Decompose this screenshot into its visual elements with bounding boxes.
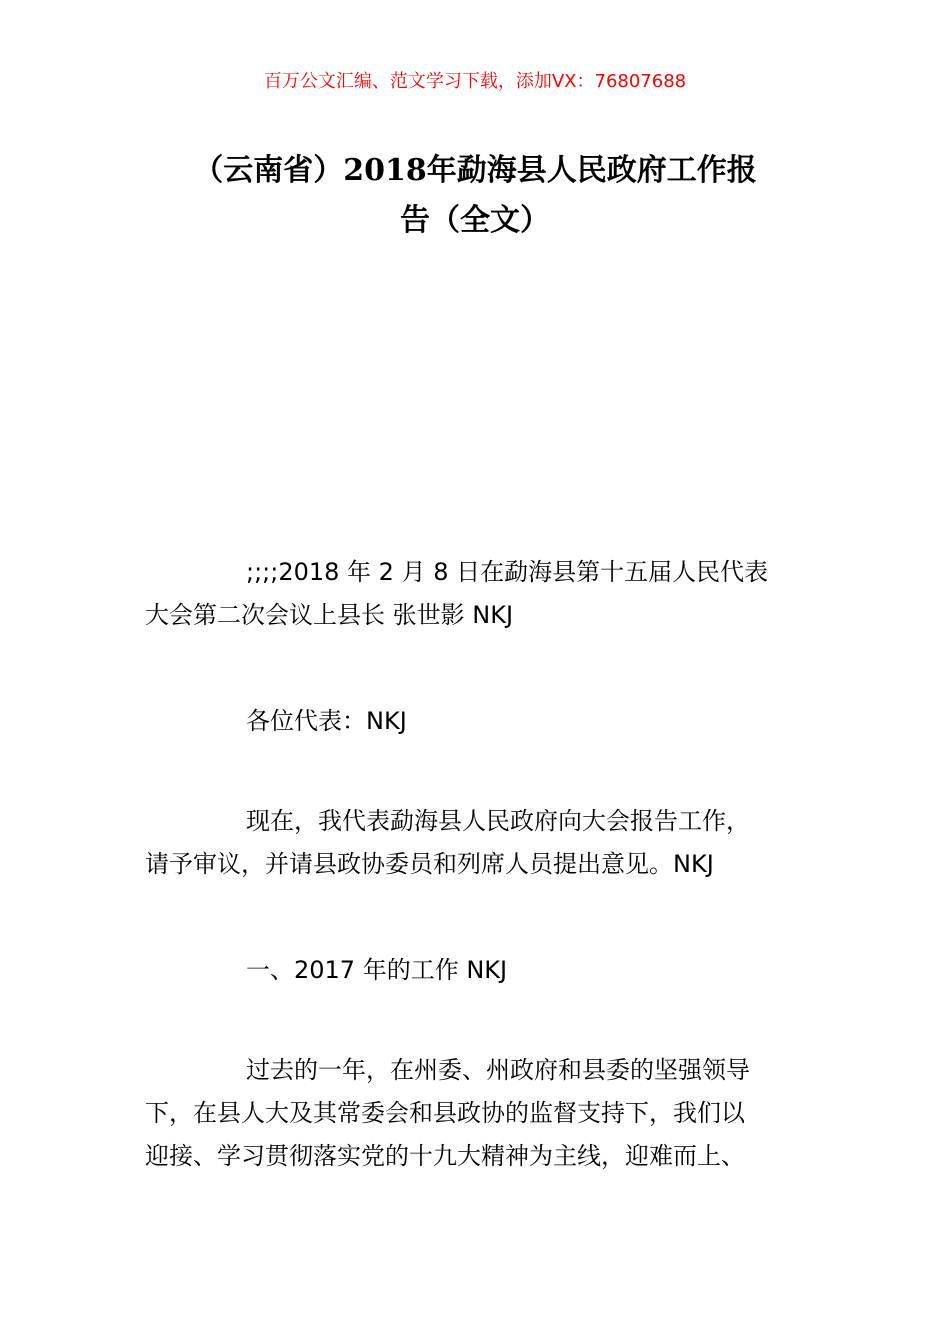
paragraph-line: 过去的一年，在州委、州政府和县委的坚强领导	[246, 1056, 750, 1084]
paragraph-line: 现在，我代表勐海县人民政府向大会报告工作，	[246, 807, 750, 835]
paragraph-introduction	[145, 800, 810, 886]
paragraph-line: 请予审议，并请县政协委员和列席人员提出意见。NKJ	[145, 850, 714, 878]
paragraph-line: 下，在县人大及其常委会和县政协的监督支持下，我们以	[145, 1099, 745, 1127]
paragraph-line: 各位代表：NKJ	[246, 707, 407, 735]
paragraph-body	[145, 1049, 810, 1178]
document-title-line-1: （云南省）2018年勐海县人民政府工作报	[193, 153, 757, 188]
header-watermark-note: 百万公文汇编、范文学习下载，添加VX：76807688	[263, 71, 687, 92]
paragraph-line: 迎接、学习贯彻落实党的十九大精神为主线，迎难而上、	[145, 1142, 745, 1170]
paragraph-line: 一、2017 年的工作 NKJ	[246, 956, 508, 984]
paragraph-meeting-info	[145, 551, 810, 637]
section-heading	[145, 949, 810, 992]
paragraph-line: ;;;;2018 年 2 月 8 日在勐海县第十五届人民代表	[246, 558, 769, 586]
paragraph-salutation	[145, 700, 810, 743]
document-title	[140, 146, 810, 246]
paragraph-line: 大会第二次会议上县长 张世影 NKJ	[145, 601, 514, 629]
document-title-line-2: 告（全文）	[400, 203, 550, 238]
